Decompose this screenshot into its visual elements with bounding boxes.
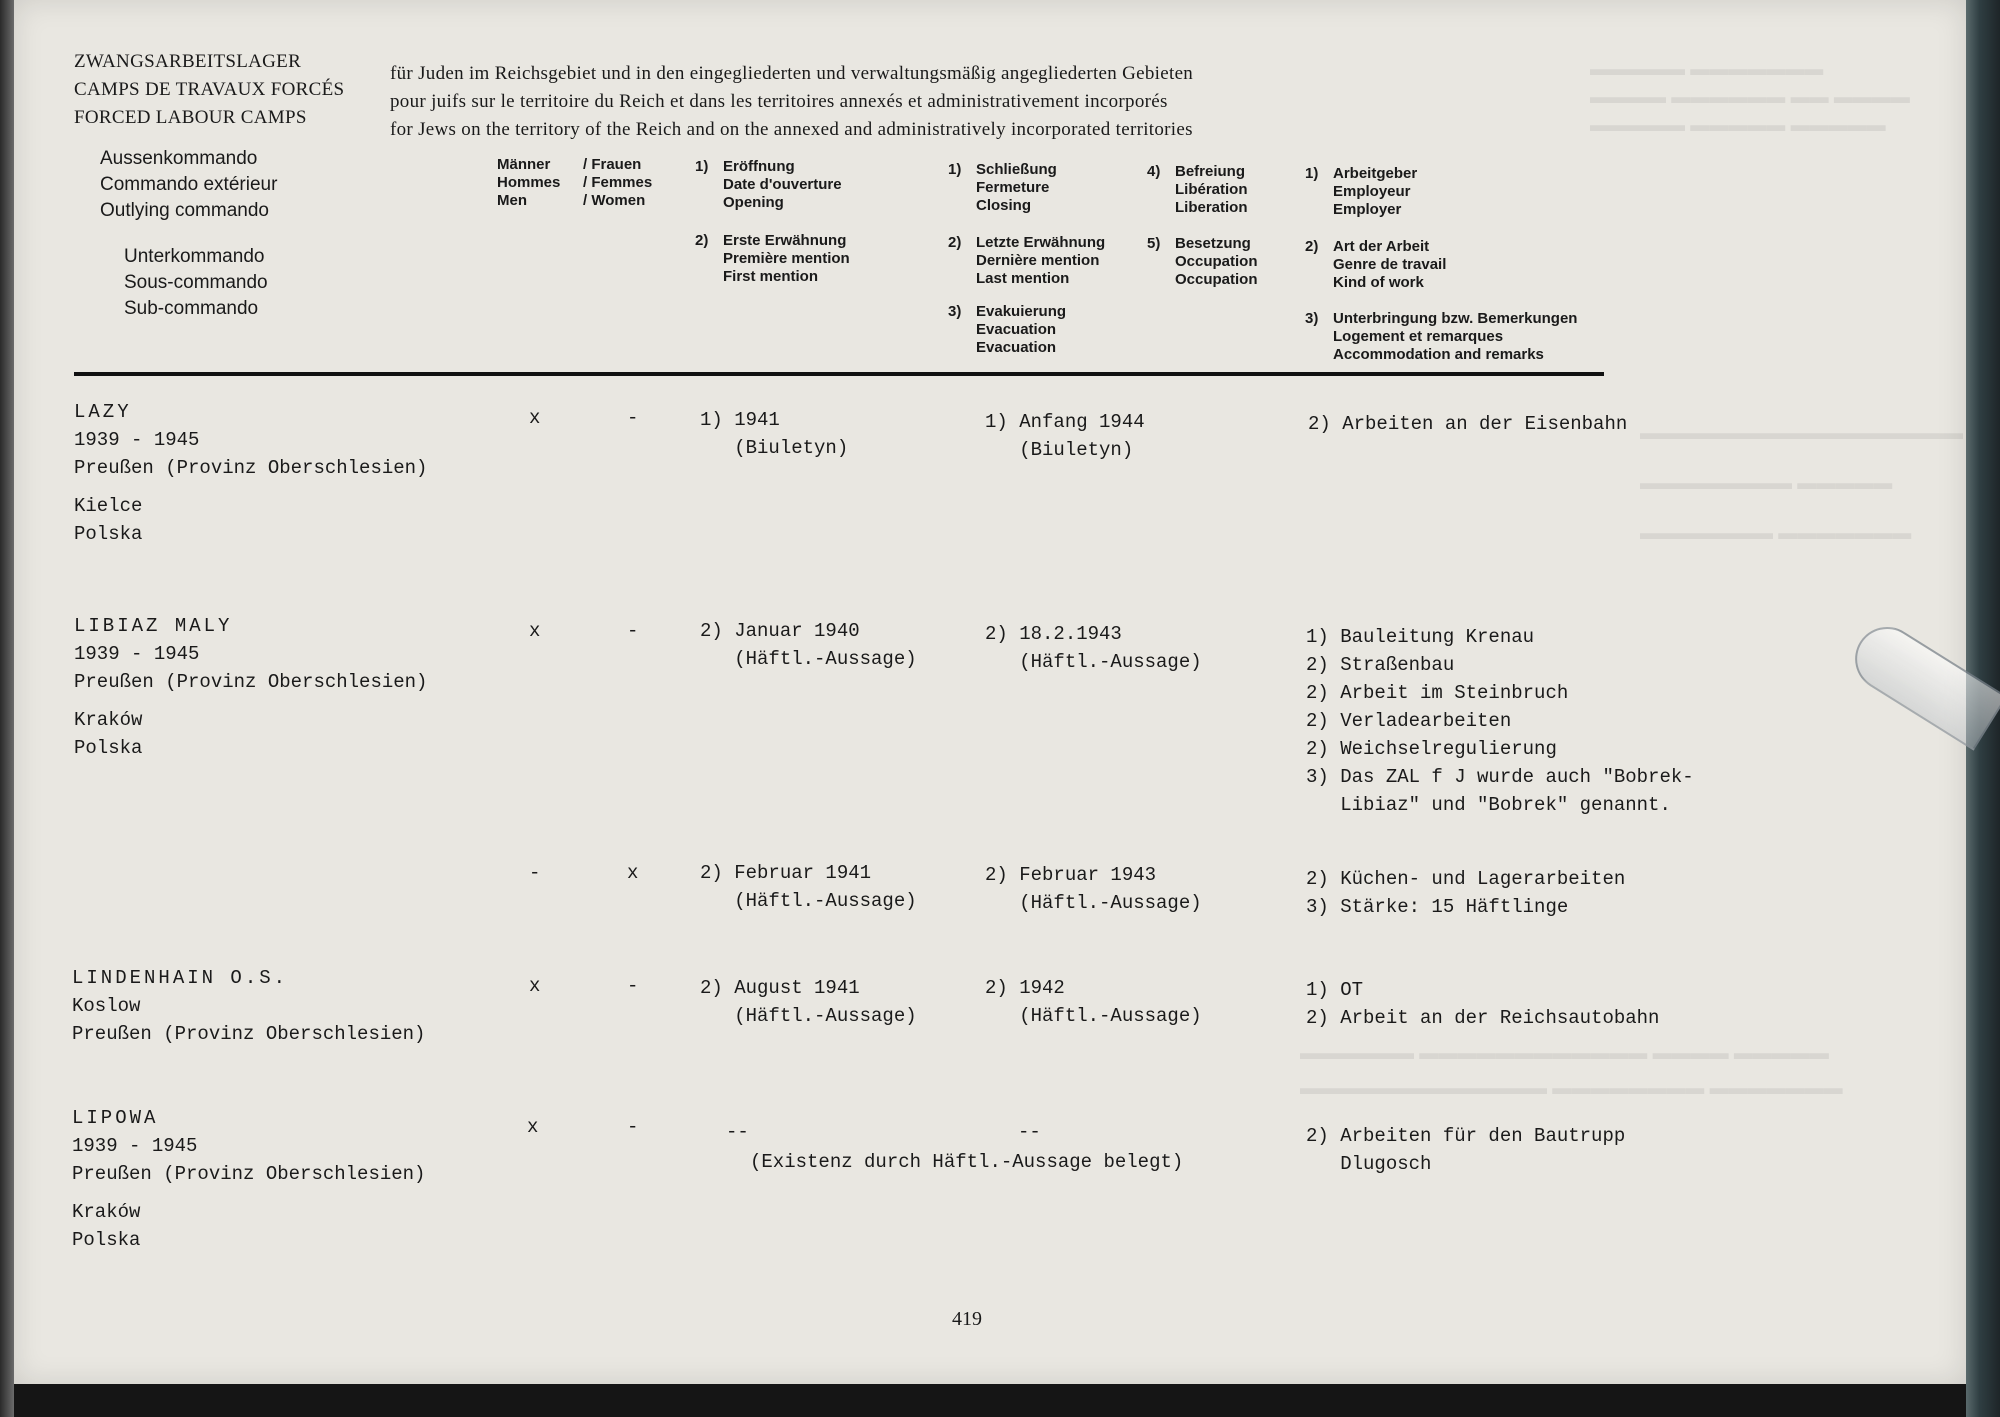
last-mention-fr: Dernière mention — [976, 252, 1100, 269]
bleed-through-text: ▬▬▬▬ ▬▬ ▬▬▬▬▬▬ ▬▬▬▬ — [1590, 87, 1910, 108]
employer-de: Arbeitgeber — [1333, 165, 1418, 182]
camp-name: LAZY — [74, 401, 132, 423]
work-item: 2) Arbeit an der Reichsautobahn — [1306, 1007, 1660, 1029]
closing-source: (Häftl.-Aussage) — [985, 1005, 1202, 1027]
work-item: Libiaz" und "Bobrek" genannt. — [1306, 794, 1671, 816]
opening-en: Opening — [723, 194, 784, 211]
remarks-num: 3) — [1305, 310, 1319, 327]
kind-of-work-num: 2) — [1305, 238, 1319, 255]
desc-en: for Jews on the territory of the Reich and on the annexed and administratively incorporated territories — [390, 119, 1193, 140]
first-mention-header — [695, 232, 850, 286]
entry-lazy-work — [1308, 410, 1627, 438]
entry-women-opening — [700, 859, 917, 915]
last-mention-num: 2) — [948, 234, 962, 251]
opening-source: (Häftl.-Aussage) — [700, 648, 917, 670]
women-mark: x — [627, 862, 639, 884]
camp-country: Polska — [74, 737, 143, 759]
camp-name: LIBIAZ MALY — [74, 615, 233, 637]
entry-lindenhain-work — [1306, 976, 1659, 1032]
unter-de: Unterkommando — [124, 246, 265, 267]
camp-district: Kielce — [74, 495, 143, 517]
kind-of-work-en: Kind of work — [1333, 274, 1424, 291]
closing-en: Closing — [976, 197, 1031, 214]
camp-period: 1939 - 1945 — [74, 643, 200, 665]
first-mention-num: 2) — [695, 232, 709, 249]
closing-date: -- — [1018, 1121, 1041, 1143]
existence-note: (Existenz durch Häftl.-Aussage belegt) — [750, 1151, 1184, 1173]
unter-fr: Sous-commando — [124, 272, 268, 293]
remarks-fr: Logement et remarques — [1333, 328, 1504, 345]
women-mark: - — [627, 1116, 639, 1138]
evacuation-fr: Evacuation — [976, 321, 1057, 338]
remarks-header — [1305, 310, 1577, 364]
opening-num: 1) — [695, 158, 709, 175]
kind-of-work-fr: Genre de travail — [1333, 256, 1447, 273]
title-de: ZWANGSARBEITSLAGER — [74, 51, 302, 72]
last-mention-en: Last mention — [976, 270, 1070, 287]
gender-header — [497, 156, 652, 210]
occupation-num: 5) — [1147, 235, 1161, 252]
women-mark: - — [627, 407, 639, 429]
closing-date: 2) 18.2.1943 — [985, 623, 1122, 645]
bleed-through-text: ▬▬▬▬▬ ▬▬▬▬▬▬▬▬ — [1640, 473, 1893, 494]
bleed-through-text: ▬▬▬▬▬▬▬ ▬▬▬▬▬▬▬▬ ▬▬▬▬▬▬▬▬▬▬▬▬▬ — [1300, 1078, 1843, 1099]
employer-header — [1305, 165, 1417, 219]
entry-women-closing — [985, 861, 1202, 917]
employer-num: 1) — [1305, 165, 1319, 182]
evacuation-header — [948, 303, 1066, 357]
book-gutter — [0, 0, 14, 1417]
opening-source: (Häftl.-Aussage) — [700, 890, 917, 912]
employer-en: Employer — [1333, 201, 1402, 218]
camp-period: 1939 - 1945 — [72, 1135, 198, 1157]
title-en: FORCED LABOUR CAMPS — [74, 107, 307, 128]
title-fr: CAMPS DE TRAVAUX FORCÉS — [74, 79, 345, 100]
entry-libiaz-maly-work — [1306, 623, 1694, 819]
camp-district: Kraków — [72, 1201, 141, 1223]
aussen-en: Outlying commando — [100, 200, 269, 221]
last-mention-header — [948, 234, 1105, 288]
camp-period: 1939 - 1945 — [74, 429, 200, 451]
page-bottom-edge — [14, 1384, 1966, 1417]
women-en: / Women — [583, 192, 646, 209]
kind-of-work-de: Art der Arbeit — [1333, 238, 1430, 255]
work-item: 2) Arbeiten an der Eisenbahn — [1308, 413, 1628, 435]
camp-place: Koslow — [72, 995, 141, 1017]
work-item: 2) Verladearbeiten — [1306, 710, 1512, 732]
kind-of-work-header — [1305, 238, 1446, 292]
closing-de: Schließung — [976, 161, 1057, 178]
women-mark: - — [627, 975, 639, 997]
entry-lazy-closing — [985, 408, 1145, 464]
bleed-through-text: ▬▬▬▬▬▬▬ ▬▬▬▬▬ — [1590, 59, 1824, 80]
men-fr: Hommes — [497, 174, 561, 191]
work-item: 2) Arbeit im Steinbruch — [1306, 682, 1569, 704]
opening-source: (Biuletyn) — [700, 437, 849, 459]
camp-province: Preußen (Provinz Oberschlesien) — [72, 1163, 426, 1185]
opening-de: Eröffnung — [723, 158, 795, 175]
unter-en: Sub-commando — [124, 298, 259, 319]
closing-header — [948, 161, 1057, 215]
evacuation-de: Evakuierung — [976, 303, 1067, 320]
camp-province: Preußen (Provinz Oberschlesien) — [72, 1023, 426, 1045]
bleed-through-text: ▬▬▬▬▬ ▬▬▬▬ ▬▬▬▬▬▬▬▬▬▬▬▬ ▬▬▬▬▬▬ — [1300, 1043, 1829, 1064]
entry-lazy-opening — [700, 406, 848, 462]
work-item: Dlugosch — [1306, 1153, 1432, 1175]
remarks-en: Accommodation and remarks — [1333, 346, 1544, 363]
opening-header — [695, 158, 842, 212]
opening-date: 2) Februar 1941 — [700, 862, 872, 884]
list-title — [74, 48, 344, 132]
men-mark: - — [529, 862, 541, 884]
work-item: 1) Bauleitung Krenau — [1306, 626, 1535, 648]
men-en: Men — [497, 192, 527, 209]
opening-date: -- — [726, 1121, 749, 1143]
desc-fr: pour juifs sur le territoire du Reich et dans les territoires annexés et administrativement incorporés — [390, 91, 1168, 112]
list-description — [390, 60, 1193, 144]
bleed-through-text: ▬▬▬▬▬ ▬▬▬▬▬ ▬▬▬▬▬ — [1590, 115, 1886, 136]
closing-source: (Häftl.-Aussage) — [985, 892, 1202, 914]
men-mark: x — [527, 1116, 539, 1138]
bleed-through-text: ▬▬▬▬▬▬▬ ▬▬▬▬▬▬▬ — [1640, 523, 1912, 544]
closing-source: (Biuletyn) — [985, 439, 1134, 461]
employer-fr: Employeur — [1333, 183, 1411, 200]
aussen-de: Aussenkommando — [100, 148, 258, 169]
camp-country: Polska — [74, 523, 143, 545]
women-mark: - — [627, 620, 639, 642]
men-mark: x — [529, 620, 541, 642]
work-item: 1) OT — [1306, 979, 1364, 1001]
evacuation-en: Evacuation — [976, 339, 1057, 356]
liberation-en: Liberation — [1175, 199, 1248, 216]
entry-lindenhain-location — [72, 964, 425, 1048]
liberation-header — [1147, 163, 1248, 217]
closing-date: 1) Anfang 1944 — [985, 411, 1145, 433]
closing-fr: Fermeture — [976, 179, 1050, 196]
entry-lipowa-location — [72, 1104, 425, 1254]
work-item: 2) Weichselregulierung — [1306, 738, 1557, 760]
women-fr: / Femmes — [583, 174, 653, 191]
occupation-de: Besetzung — [1175, 235, 1251, 252]
unterkommando-header — [124, 244, 268, 322]
header-rule — [74, 372, 1604, 376]
desc-de: für Juden im Reichsgebiet und in den eingegliederten und verwaltungsmäßig angegliederten Gebieten — [390, 63, 1194, 84]
opening-source: (Häftl.-Aussage) — [700, 1005, 917, 1027]
opening-date: 2) August 1941 — [700, 977, 860, 999]
camp-province: Preußen (Provinz Oberschlesien) — [74, 671, 428, 693]
entry-libiaz-maly-opening — [700, 617, 917, 673]
camp-name: LIPOWA — [72, 1107, 159, 1129]
work-item: 2) Arbeiten für den Bautrupp — [1306, 1125, 1626, 1147]
first-mention-en: First mention — [723, 268, 819, 285]
closing-num: 1) — [948, 161, 962, 178]
entry-libiaz-maly-closing — [985, 620, 1202, 676]
work-item: 2) Küchen- und Lagerarbeiten — [1306, 868, 1626, 890]
camp-district: Kraków — [74, 709, 143, 731]
work-item: 2) Straßenbau — [1306, 654, 1455, 676]
liberation-fr: Libération — [1175, 181, 1248, 198]
occupation-en: Occupation — [1175, 271, 1258, 288]
closing-date: 2) 1942 — [985, 977, 1065, 999]
camp-country: Polska — [72, 1229, 141, 1251]
bleed-through-text: ▬▬▬▬▬▬▬▬▬▬▬▬▬▬▬▬▬ — [1640, 423, 1963, 444]
work-item: 3) Stärke: 15 Häftlinge — [1306, 896, 1569, 918]
men-mark: x — [529, 975, 541, 997]
entry-lipowa-work — [1306, 1122, 1625, 1178]
entry-lindenhain-opening — [700, 974, 917, 1030]
entry-lindenhain-closing — [985, 974, 1202, 1030]
liberation-de: Befreiung — [1175, 163, 1246, 180]
evacuation-num: 3) — [948, 303, 962, 320]
opening-date: 2) Januar 1940 — [700, 620, 860, 642]
camp-province: Preußen (Provinz Oberschlesien) — [74, 457, 428, 479]
entry-libiaz-maly-location — [74, 612, 427, 762]
men-de: Männer — [497, 156, 551, 173]
first-mention-de: Erste Erwähnung — [723, 232, 847, 249]
work-item: 3) Das ZAL f J wurde auch "Bobrek- — [1306, 766, 1694, 788]
opening-date: 1) 1941 — [700, 409, 780, 431]
entry-lazy-location — [74, 398, 427, 548]
occupation-fr: Occupation — [1175, 253, 1258, 270]
occupation-header — [1147, 235, 1258, 289]
closing-date: 2) Februar 1943 — [985, 864, 1157, 886]
opening-fr: Date d'ouverture — [723, 176, 842, 193]
closing-source: (Häftl.-Aussage) — [985, 651, 1202, 673]
page-number: 419 — [952, 1308, 982, 1330]
men-mark: x — [529, 407, 541, 429]
remarks-de: Unterbringung bzw. Bemerkungen — [1333, 310, 1578, 327]
last-mention-de: Letzte Erwähnung — [976, 234, 1106, 251]
aussenkommando-header — [100, 146, 277, 224]
liberation-num: 4) — [1147, 163, 1161, 180]
camp-name: LINDENHAIN O.S. — [72, 967, 289, 989]
aussen-fr: Commando extérieur — [100, 174, 278, 195]
entry-women-work — [1306, 865, 1625, 921]
first-mention-fr: Première mention — [723, 250, 850, 267]
women-de: / Frauen — [583, 156, 642, 173]
